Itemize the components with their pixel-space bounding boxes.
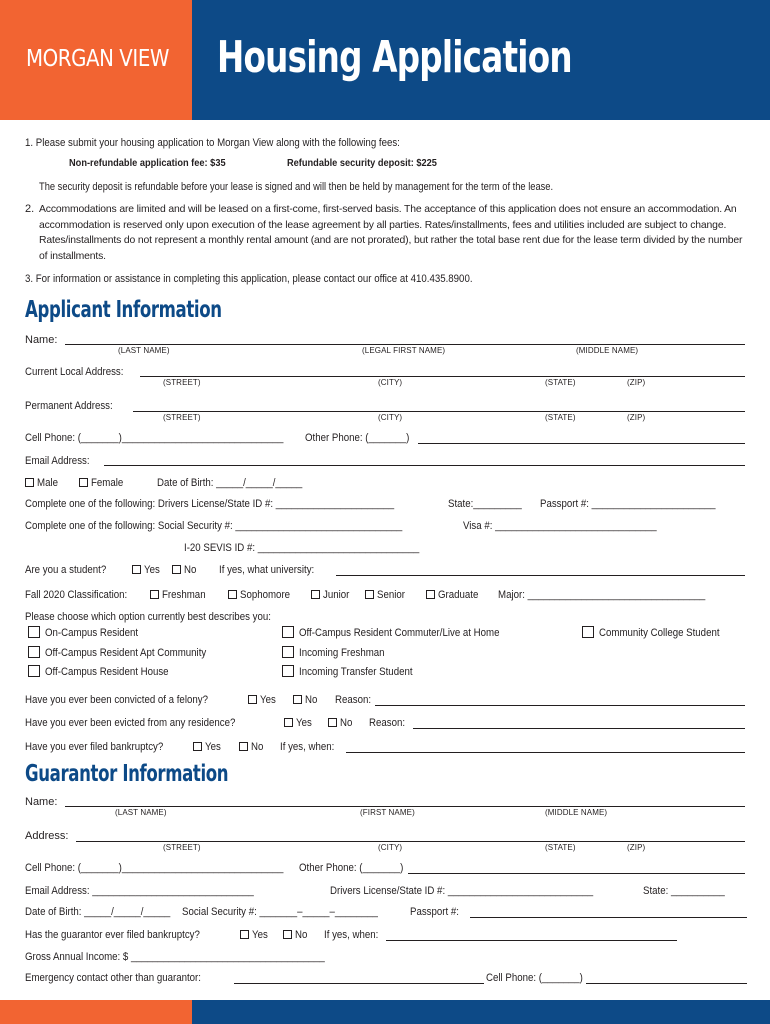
applicant-last-name-caption: (LAST NAME) bbox=[118, 346, 170, 355]
applicant-email-label: Email Address: bbox=[25, 455, 90, 467]
felony-reason-field[interactable] bbox=[375, 705, 745, 706]
class-senior[interactable]: Senior bbox=[365, 589, 409, 601]
applicant-passport[interactable]: Passport #: _______________________ bbox=[540, 498, 716, 510]
guarantor-bankruptcy-yes-option[interactable]: Yes bbox=[240, 929, 270, 941]
eviction-yes-checkbox[interactable] bbox=[284, 718, 293, 727]
felony-no-option[interactable]: No bbox=[293, 694, 319, 706]
guarantor-bankruptcy-when-label: If yes, when: bbox=[324, 929, 379, 941]
bankruptcy-yes-option[interactable]: Yes bbox=[193, 741, 223, 753]
applicant-first-name-caption: (LEGAL FIRST NAME) bbox=[362, 346, 446, 355]
student-yes-checkbox[interactable] bbox=[132, 565, 141, 574]
guarantor-other-phone-label: Other Phone: (_______) bbox=[299, 862, 404, 874]
guarantor-bankruptcy-no-checkbox[interactable] bbox=[283, 930, 292, 939]
applicant-sevis[interactable]: I-20 SEVIS ID #: ______________________________ bbox=[184, 542, 420, 554]
applicant-cell-phone[interactable]: Cell Phone: (_______)______________________________ bbox=[25, 432, 284, 444]
option-community-college[interactable]: Community College Student bbox=[582, 626, 736, 639]
eviction-question: Have you ever been evicted from any residence? bbox=[25, 717, 236, 729]
emergency-contact-field[interactable] bbox=[234, 983, 484, 984]
guarantor-email[interactable]: Email Address: ______________________________ bbox=[25, 885, 254, 897]
permanent-zip-caption: (ZIP) bbox=[627, 413, 646, 422]
local-zip-caption: (ZIP) bbox=[627, 378, 646, 387]
guarantor-name-field[interactable] bbox=[65, 806, 745, 807]
guarantor-middle-name-caption: (MIDDLE NAME) bbox=[545, 808, 608, 817]
on-campus-checkbox[interactable] bbox=[28, 626, 40, 638]
instruction-item-2-number: 2. bbox=[25, 203, 35, 215]
guarantor-zip-caption: (ZIP) bbox=[627, 843, 646, 852]
applicant-name-field[interactable] bbox=[65, 344, 745, 345]
footer-navy-block bbox=[192, 1000, 770, 1024]
guarantor-dob[interactable]: Date of Birth: _____/_____/_____ bbox=[25, 906, 171, 918]
class-sophomore[interactable]: Sophomore bbox=[228, 589, 297, 601]
student-no-checkbox[interactable] bbox=[172, 565, 181, 574]
guarantor-address-label: Address: bbox=[25, 830, 69, 842]
eviction-no-checkbox[interactable] bbox=[328, 718, 337, 727]
option-off-campus-house[interactable]: Off-Campus Resident House bbox=[28, 665, 185, 678]
felony-question: Have you ever been convicted of a felony? bbox=[25, 694, 208, 706]
applicant-middle-name-caption: (MIDDLE NAME) bbox=[576, 346, 639, 355]
sophomore-checkbox[interactable] bbox=[228, 590, 237, 599]
permanent-address-field[interactable] bbox=[133, 411, 745, 412]
guarantor-last-name-caption: (LAST NAME) bbox=[115, 808, 167, 817]
permanent-street-caption: (STREET) bbox=[163, 413, 201, 422]
option-off-campus-apt[interactable]: Off-Campus Resident Apt Community bbox=[28, 646, 228, 659]
local-city-caption: (CITY) bbox=[378, 378, 403, 387]
freshman-checkbox[interactable] bbox=[150, 590, 159, 599]
applicant-email-field[interactable] bbox=[104, 465, 745, 466]
university-field[interactable] bbox=[336, 575, 745, 576]
guarantor-street-caption: (STREET) bbox=[163, 843, 201, 852]
bankruptcy-when-field[interactable] bbox=[346, 752, 745, 753]
eviction-reason-label: Reason: bbox=[369, 717, 406, 729]
graduate-checkbox[interactable] bbox=[426, 590, 435, 599]
guarantor-license[interactable]: Drivers License/State ID #: ___________________________ bbox=[330, 885, 594, 897]
applicant-dob[interactable]: Date of Birth: _____/_____/_____ bbox=[157, 477, 303, 489]
male-option[interactable]: Male bbox=[25, 477, 61, 489]
female-option[interactable]: Female bbox=[79, 477, 128, 489]
emergency-cell-field[interactable] bbox=[586, 983, 747, 984]
student-no-option[interactable]: No bbox=[172, 564, 198, 576]
bankruptcy-question: Have you ever filed bankruptcy? bbox=[25, 741, 164, 753]
class-freshman[interactable]: Freshman bbox=[150, 589, 212, 601]
guarantor-license-state[interactable]: State: __________ bbox=[643, 885, 725, 897]
guarantor-name-label: Name: bbox=[25, 796, 58, 808]
guarantor-city-caption: (CITY) bbox=[378, 843, 403, 852]
brand-logo: MORGAN VIEW bbox=[26, 46, 170, 72]
applicant-ssn[interactable]: Complete one of the following: Social Security #: _______________________________ bbox=[25, 520, 403, 532]
class-graduate[interactable]: Graduate bbox=[426, 589, 484, 601]
felony-reason-label: Reason: bbox=[335, 694, 372, 706]
footer-bar bbox=[0, 1000, 770, 1024]
deposit-note: The security deposit is refundable before your lease is signed and will then be held by management for the term of the lease. bbox=[39, 181, 554, 193]
guarantor-other-phone-field[interactable] bbox=[408, 873, 745, 874]
option-on-campus[interactable]: On-Campus Resident bbox=[28, 626, 151, 639]
permanent-address-label: Permanent Address: bbox=[25, 400, 113, 412]
felony-yes-checkbox[interactable] bbox=[248, 695, 257, 704]
off-campus-apt-checkbox[interactable] bbox=[28, 646, 40, 658]
major-field[interactable]: Major: _________________________________ bbox=[498, 589, 706, 601]
senior-checkbox[interactable] bbox=[365, 590, 374, 599]
female-checkbox[interactable] bbox=[79, 478, 88, 487]
instruction-item-2: Accommodations are limited and will be leased on a first-come, first-served basis. The acceptance of this application does not ensure an accommodation. An accommodation is reserved only upon execution of the lease agreement by all parties. Rates/installments, fees and utilities included are subject to change. Rates/installments do not represent a monthly rental amount (and are not prorated), but rather the total base rent due for the lease term divided by the number of installments. bbox=[39, 204, 743, 262]
student-yes-option[interactable]: Yes bbox=[132, 564, 162, 576]
guarantor-bankruptcy-yes-checkbox[interactable] bbox=[240, 930, 249, 939]
footer-orange-block bbox=[0, 1000, 192, 1024]
guarantor-section-title: Guarantor Information bbox=[25, 761, 229, 787]
emergency-contact-label: Emergency contact other than guarantor: bbox=[25, 972, 201, 984]
felony-no-checkbox[interactable] bbox=[293, 695, 302, 704]
security-deposit: Refundable security deposit: $225 bbox=[287, 157, 437, 169]
guarantor-ssn[interactable]: Social Security #: _______–_____–________ bbox=[182, 906, 378, 918]
felony-yes-option[interactable]: Yes bbox=[248, 694, 278, 706]
local-address-label: Current Local Address: bbox=[25, 366, 124, 378]
junior-checkbox[interactable] bbox=[311, 590, 320, 599]
guarantor-bankruptcy-no-option[interactable]: No bbox=[283, 929, 309, 941]
off-campus-house-checkbox[interactable] bbox=[28, 665, 40, 677]
permanent-state-caption: (STATE) bbox=[545, 413, 576, 422]
applicant-name-label: Name: bbox=[25, 334, 58, 346]
bankruptcy-yes-checkbox[interactable] bbox=[193, 742, 202, 751]
option-off-campus-commuter[interactable]: Off-Campus Resident Commuter/Live at Home bbox=[282, 626, 527, 639]
instruction-item-3: 3. For information or assistance in completing this application, please contact our office at 410.435.8900. bbox=[25, 273, 473, 285]
classification-label: Fall 2020 Classification: bbox=[25, 589, 128, 601]
gross-annual-income[interactable]: Gross Annual Income: $ ____________________________________ bbox=[25, 951, 325, 963]
eviction-no-option[interactable]: No bbox=[328, 717, 354, 729]
applicant-other-phone-label: Other Phone: (_______) bbox=[305, 432, 410, 444]
applicant-visa[interactable]: Visa #: ______________________________ bbox=[463, 520, 657, 532]
bankruptcy-no-option[interactable]: No bbox=[239, 741, 265, 753]
incoming-transfer-checkbox[interactable] bbox=[282, 665, 294, 677]
guarantor-cell-phone[interactable]: Cell Phone: (_______)______________________________ bbox=[25, 862, 284, 874]
eviction-reason-field[interactable] bbox=[413, 728, 745, 729]
university-label: If yes, what university: bbox=[219, 564, 315, 576]
describe-prompt: Please choose which option currently best describes you: bbox=[25, 611, 271, 623]
guarantor-bankruptcy-when-field[interactable] bbox=[386, 940, 677, 941]
male-checkbox[interactable] bbox=[25, 478, 34, 487]
community-college-checkbox[interactable] bbox=[582, 626, 594, 638]
guarantor-state-caption: (STATE) bbox=[545, 843, 576, 852]
option-incoming-transfer[interactable]: Incoming Transfer Student bbox=[282, 665, 428, 678]
local-address-field[interactable] bbox=[140, 376, 745, 377]
eviction-yes-option[interactable]: Yes bbox=[284, 717, 314, 729]
guarantor-passport-field[interactable] bbox=[470, 917, 747, 918]
bankruptcy-when-label: If yes, when: bbox=[280, 741, 335, 753]
emergency-cell-label: Cell Phone: (_______) bbox=[486, 972, 583, 984]
incoming-freshman-checkbox[interactable] bbox=[282, 646, 294, 658]
off-campus-commuter-checkbox[interactable] bbox=[282, 626, 294, 638]
page-title: Housing Application bbox=[217, 32, 572, 83]
guarantor-address-field[interactable] bbox=[76, 841, 745, 842]
applicant-license[interactable]: Complete one of the following: Drivers License/State ID #: ______________________ bbox=[25, 498, 395, 510]
header-banner bbox=[0, 0, 770, 120]
local-state-caption: (STATE) bbox=[545, 378, 576, 387]
option-incoming-freshman[interactable]: Incoming Freshman bbox=[282, 646, 396, 659]
applicant-license-state[interactable]: State:_________ bbox=[448, 498, 522, 510]
class-junior[interactable]: Junior bbox=[311, 589, 353, 601]
applicant-section-title: Applicant Information bbox=[25, 297, 222, 323]
permanent-city-caption: (CITY) bbox=[378, 413, 403, 422]
guarantor-first-name-caption: (FIRST NAME) bbox=[360, 808, 415, 817]
bankruptcy-no-checkbox[interactable] bbox=[239, 742, 248, 751]
guarantor-passport-label: Passport #: bbox=[410, 906, 459, 918]
local-street-caption: (STREET) bbox=[163, 378, 201, 387]
guarantor-bankruptcy-question: Has the guarantor ever filed bankruptcy? bbox=[25, 929, 200, 941]
student-question: Are you a student? bbox=[25, 564, 107, 576]
applicant-other-phone-field[interactable] bbox=[418, 443, 745, 444]
application-fee: Non-refundable application fee: $35 bbox=[69, 157, 226, 169]
instruction-item-1: 1. Please submit your housing application to Morgan View along with the following fees: bbox=[25, 137, 400, 149]
